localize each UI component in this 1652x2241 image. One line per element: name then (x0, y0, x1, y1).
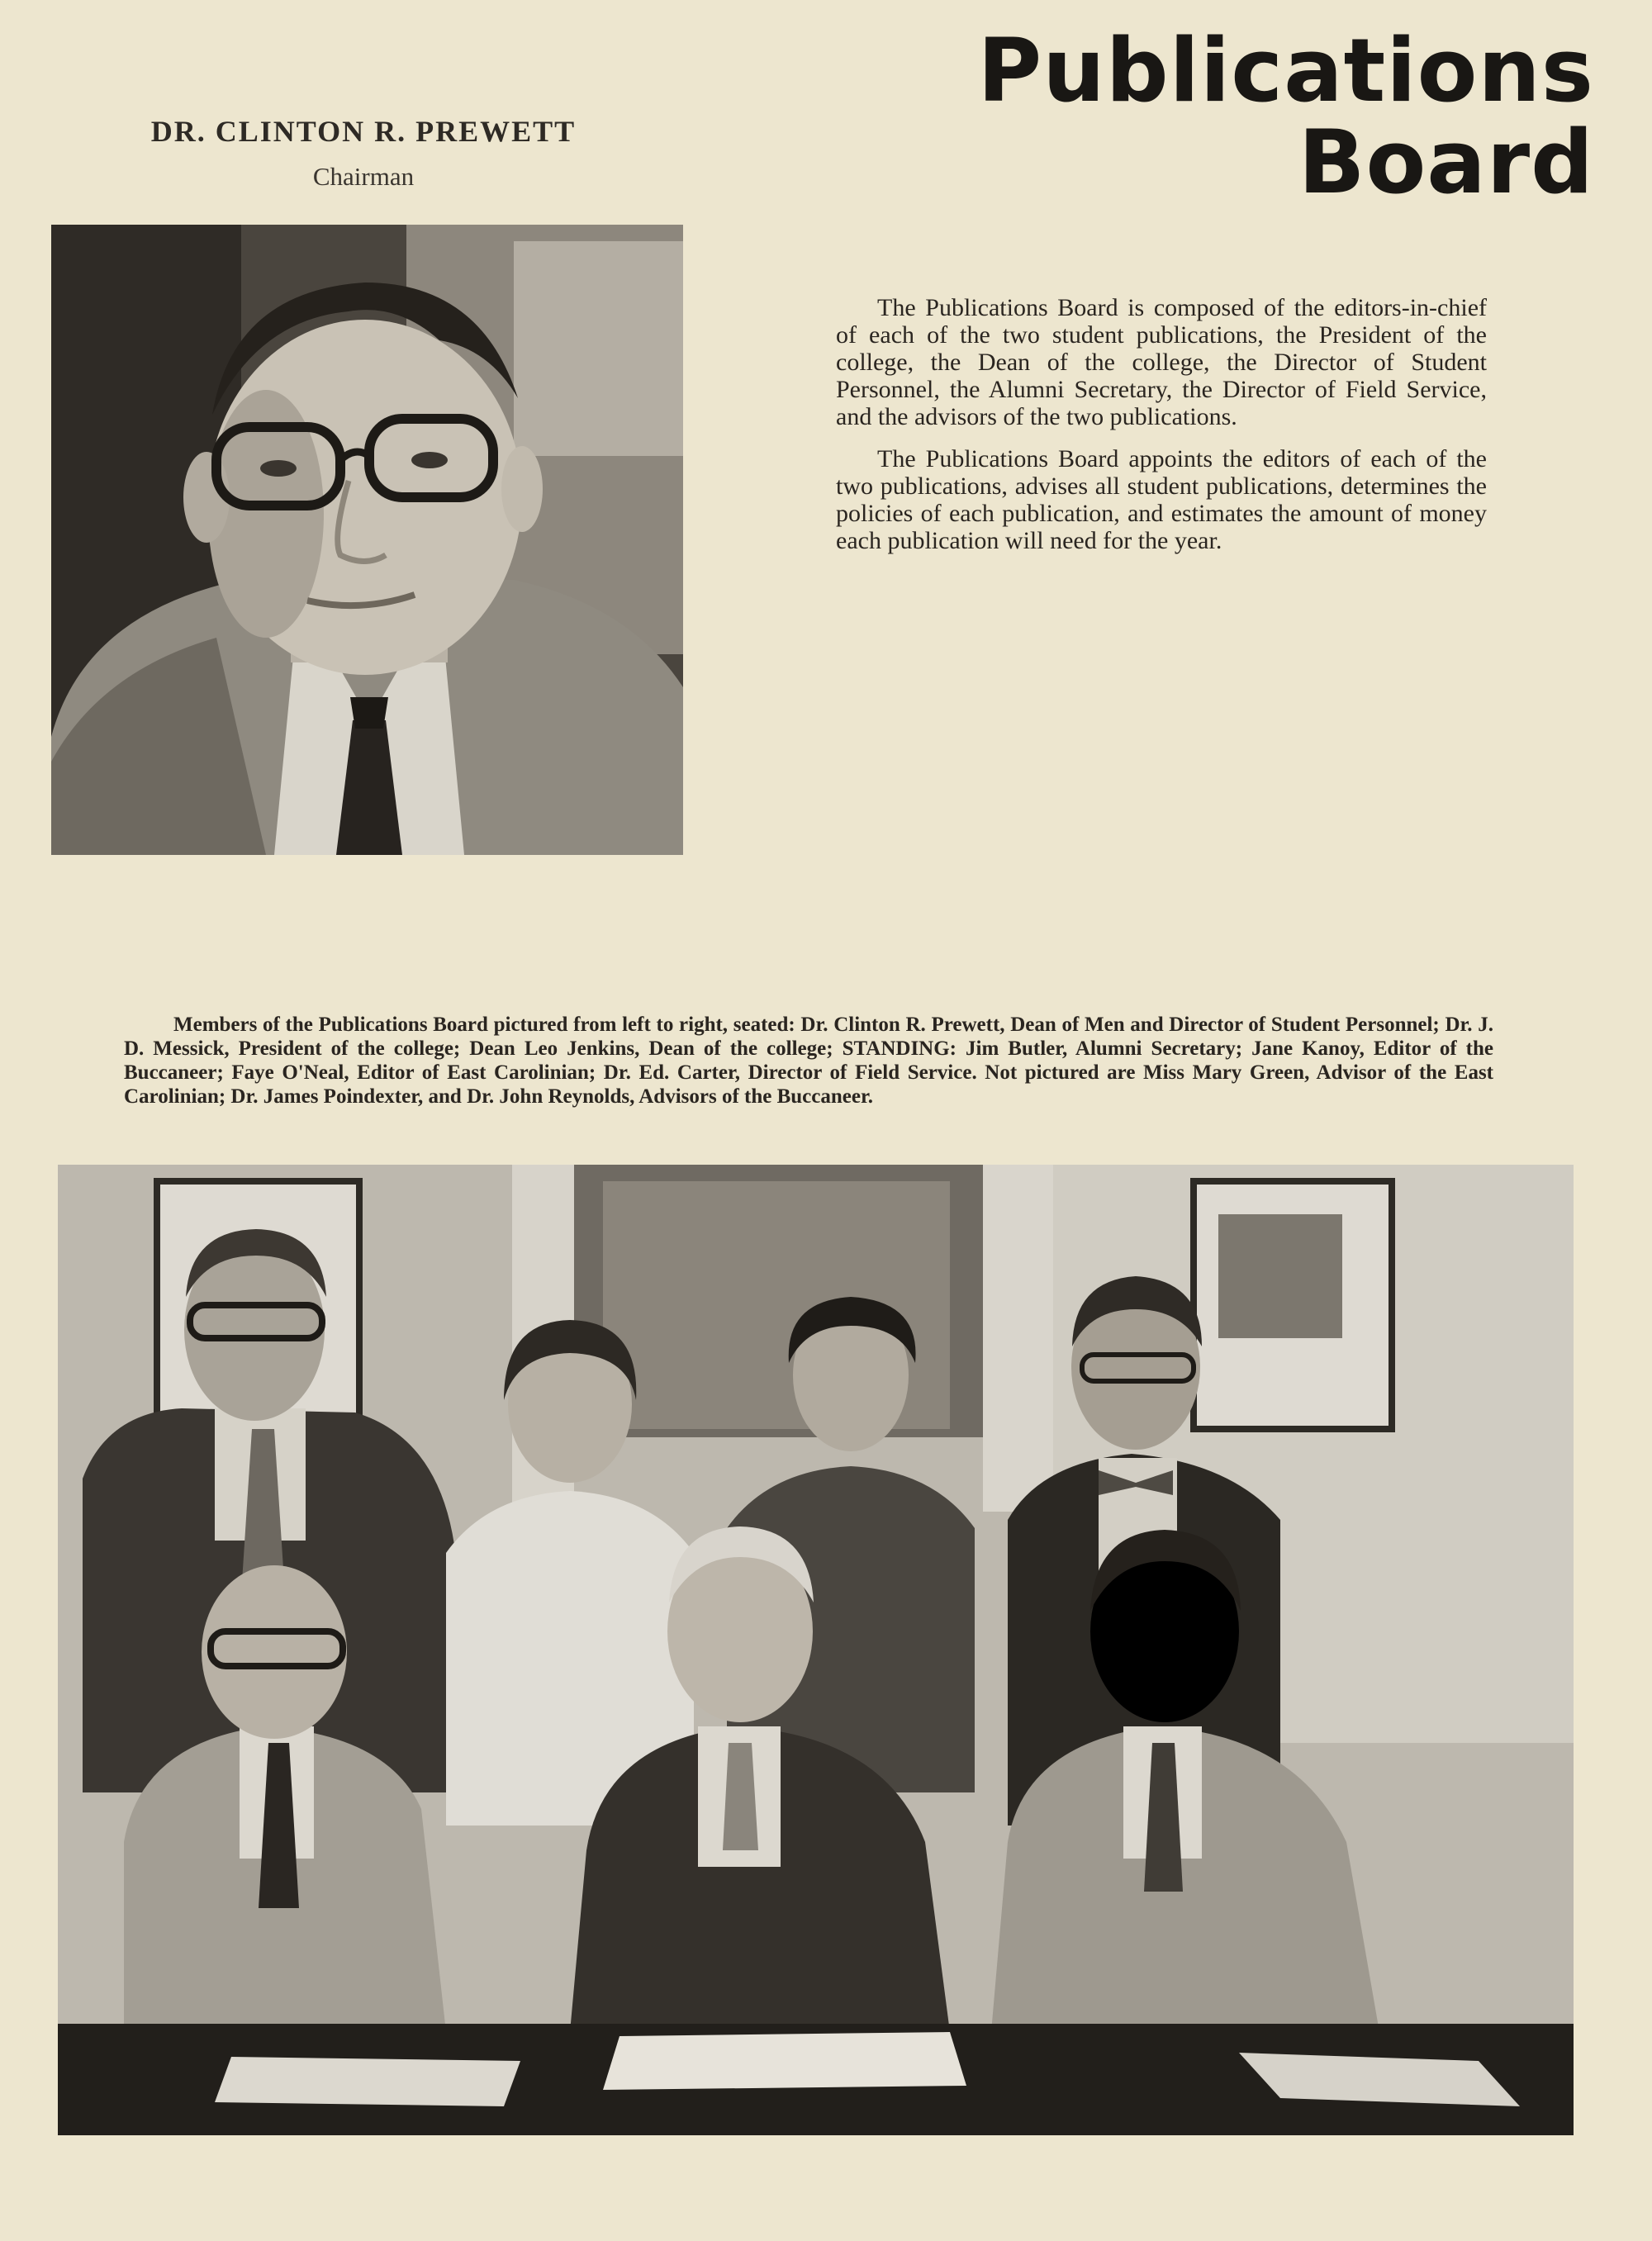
portrait-eye-left (260, 460, 297, 477)
chairman-portrait-photo (51, 225, 683, 855)
group-photo-pillar-right (983, 1165, 1053, 1512)
portrait-eye-right (411, 452, 448, 468)
portrait-tie-knot (350, 697, 388, 729)
group-photo-paper-left (215, 2057, 520, 2106)
group-photo-open-book (603, 2032, 966, 2090)
seated-figure-1-head (202, 1565, 347, 1739)
group-photo-frame-right-image (1218, 1214, 1342, 1338)
portrait-ear-right (501, 446, 543, 532)
caption-text: Members of the Publications Board pictured from left to right, seated: Dr. Clinton R. Prewett, Dean of Men and Director of Student Personnel; Dr. J. D. Messick, President of the college; Dean Leo Jenkins, Dean of the college; STANDING: Jim Butler, Alumni Secretary; Jane Kanoy, Editor of the Buccaneer; Faye O'Neal, Editor of East Carolinian; Dr. Ed. Carter, Director of Field Service. Not pictured are Miss Mary Green, Advisor of the East Carolinian; Dr. James Poindexter, and Dr. John Reynolds, Advisors of the Buccaneer. (124, 1014, 1493, 1108)
description-paragraph: The Publications Board appoints the editors of each of the two publications, advises all student publications, determines the policies of each publication, and estimates the amount of money each publication will need for the year. (836, 445, 1487, 554)
page-title: Publications Board (977, 20, 1594, 214)
chairman-name: DR. CLINTON R. PREWETT (150, 115, 577, 148)
description-paragraph: The Publications Board is composed of the editors-in-chief of each of the two student publications, the President of the college, the Dean of the college, the Director of Student Personnel, the Alumni Secretary, the Director of Field Service, and the advisors of the two publications. (836, 294, 1487, 430)
chairman-role: Chairman (312, 162, 415, 191)
group-photo (58, 1165, 1574, 2135)
group-photo-caption (124, 1013, 1493, 1109)
portrait-window-light (514, 241, 683, 456)
board-description (836, 294, 1487, 569)
